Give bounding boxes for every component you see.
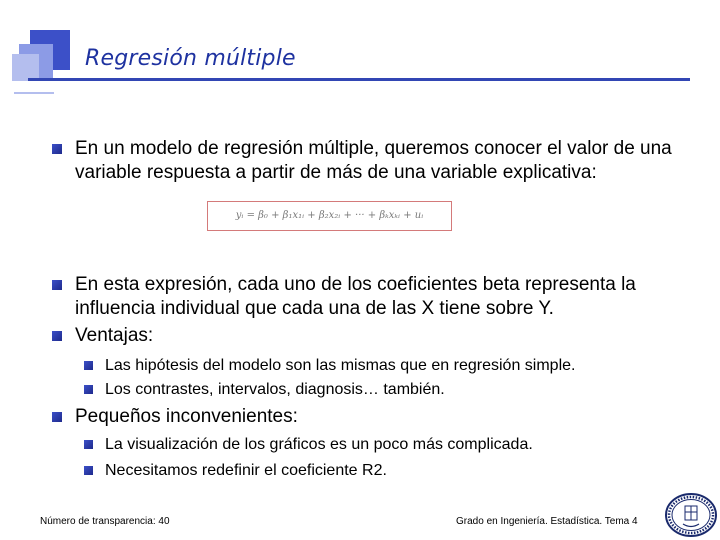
bullet-advantages [52,324,692,348]
title-rule [28,78,690,81]
square-bullet-icon [52,412,62,422]
sub-bullet-text: Las hipótesis del modelo son las mismas que en regresión simple. [105,357,576,374]
square-bullet-icon [52,280,62,290]
bullet-expression-text: En esta expresión, cada uno de los coeficientes beta representa la influencia individual que cada una de las X tiene sobre Y. [75,274,636,319]
square-bullet-icon [84,361,93,370]
sub-bullet-advantage-2 [84,379,684,401]
square-bullet-icon [84,466,93,475]
bullet-expression [52,273,692,321]
university-seal-icon [664,492,718,538]
sub-bullet-drawback-1 [84,434,684,456]
formula-image: yᵢ = β₀ + β₁x₁ᵢ + β₂x₂ᵢ + ··· + βₖxₖᵢ + uᵢ [207,201,452,231]
footer-course: Grado en Ingeniería. Estadística. Tema 4 [456,516,638,527]
footer-slide-number: Número de transparencia: 40 [40,516,170,527]
square-bullet-icon [52,144,62,154]
bullet-advantages-text: Ventajas: [75,325,154,346]
bullet-intro [52,137,692,185]
sub-bullet-text: La visualización de los gráficos es un poco más complicada. [105,436,533,453]
square-bullet-icon [84,385,93,394]
sub-bullet-drawback-2 [84,460,684,482]
square-bullet-icon [84,440,93,449]
sub-bullet-text: Necesitamos redefinir el coeficiente R2. [105,462,387,479]
decor-square-front [12,54,39,81]
sub-bullet-advantage-1 [84,355,684,377]
sub-bullet-text: Los contrastes, intervalos, diagnosis… también. [105,381,445,398]
bullet-intro-text: En un modelo de regresión múltiple, queremos conocer el valor de una variable respuesta a partir de más de una variable explicativa: [75,138,672,183]
decor-line [14,92,54,94]
bullet-drawbacks [52,405,692,429]
square-bullet-icon [52,331,62,341]
bullet-drawbacks-text: Pequeños inconvenientes: [75,406,298,427]
slide-title: Regresión múltiple [85,46,296,71]
